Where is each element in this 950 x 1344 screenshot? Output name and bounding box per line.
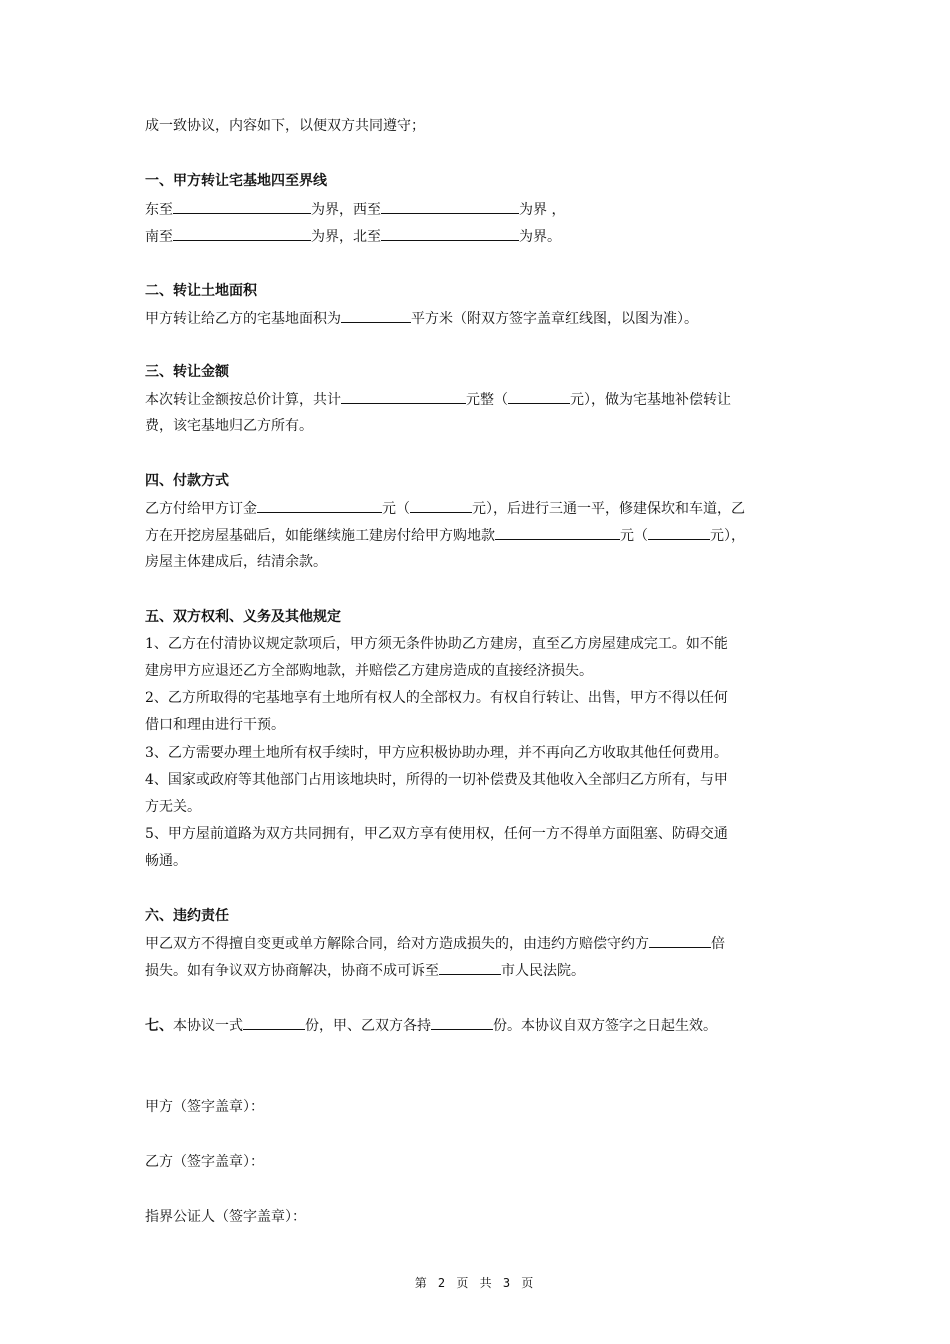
section-2-text: 甲方转让给乙方的宅基地面积为 平方米（附双方签字盖章红线图，以图为准）。 bbox=[145, 308, 698, 328]
section-4-line-1: 乙方付给甲方订金 元（ 元），后进行三通一平，修建保坎和车道，乙 bbox=[145, 498, 745, 518]
section-5-line: 2、乙方所取得的宅基地享有土地所有权人的全部权力。有权自行转让、出售，甲方不得以任何 bbox=[145, 690, 728, 706]
section-6-title: 六、违约责任 bbox=[145, 908, 229, 924]
section-5-line: 建房甲方应退还乙方全部购地款，并赔偿乙方建房造成的直接经济损失。 bbox=[145, 663, 593, 679]
section-3-title: 三、转让金额 bbox=[145, 364, 229, 380]
signature-party-b: 乙方（签字盖章）： bbox=[145, 1154, 264, 1170]
section-5-line: 3、乙方需要办理土地所有权手续时，甲方应积极协助办理，并不再向乙方收取其他任何费用。 bbox=[145, 745, 728, 761]
page-footer: 第 2 页 共 3 页 bbox=[414, 1276, 536, 1290]
section-5-line: 畅通。 bbox=[145, 853, 187, 869]
section-1-title: 一、甲方转让宅基地四至界线 bbox=[145, 173, 327, 189]
section-4-title: 四、付款方式 bbox=[145, 473, 229, 489]
section-2-title: 二、转让土地面积 bbox=[145, 283, 257, 299]
boundary-line-2: 南至 为界，北至 为界。 bbox=[145, 226, 561, 246]
section-5-line: 方无关。 bbox=[145, 799, 201, 815]
section-5-title: 五、双方权利、义务及其他规定 bbox=[145, 609, 341, 625]
section-6-line-2: 损失。如有争议双方协商解决，协商不成可诉至 市人民法院。 bbox=[145, 960, 585, 980]
intro-text: 成一致协议，内容如下，以便双方共同遵守； bbox=[145, 118, 425, 134]
boundary-line-1: 东至 为界，西至 为界 ， bbox=[145, 199, 565, 219]
section-4-line-2: 方在开挖房屋基础后，如能继续施工建房付给甲方购地款 元（ 元）， bbox=[145, 525, 745, 545]
section-5-line: 1、乙方在付清协议规定款项后，甲方须无条件协助乙方建房，直至乙方房屋建成完工。如不能 bbox=[145, 636, 728, 652]
section-5-line: 4、国家或政府等其他部门占用该地块时，所得的一切补偿费及其他收入全部归乙方所有，与甲 bbox=[145, 772, 728, 788]
section-3-line-2: 费，该宅基地归乙方所有。 bbox=[145, 418, 313, 434]
section-6-line-1: 甲乙双方不得擅自变更或单方解除合同，给对方造成损失的，由违约方赔偿守约方 倍 bbox=[145, 933, 725, 953]
section-4-line-3: 房屋主体建成后，结清余款。 bbox=[145, 554, 327, 570]
signature-witness: 指界公证人（签字盖章）： bbox=[145, 1209, 306, 1225]
section-5-line: 5、甲方屋前道路为双方共同拥有，甲乙双方享有使用权，任何一方不得单方面阻塞、防碍交通 bbox=[145, 826, 728, 842]
signature-party-a: 甲方（签字盖章）： bbox=[145, 1099, 264, 1115]
section-7-line: 七、本协议一式 份，甲、乙双方各持 份。本协议自双方签字之日起生效。 bbox=[145, 1015, 717, 1035]
section-5-line: 借口和理由进行干预。 bbox=[145, 717, 285, 733]
section-3-line-1: 本次转让金额按总价计算，共计 元整（ 元），做为宅基地补偿转让 bbox=[145, 389, 731, 409]
